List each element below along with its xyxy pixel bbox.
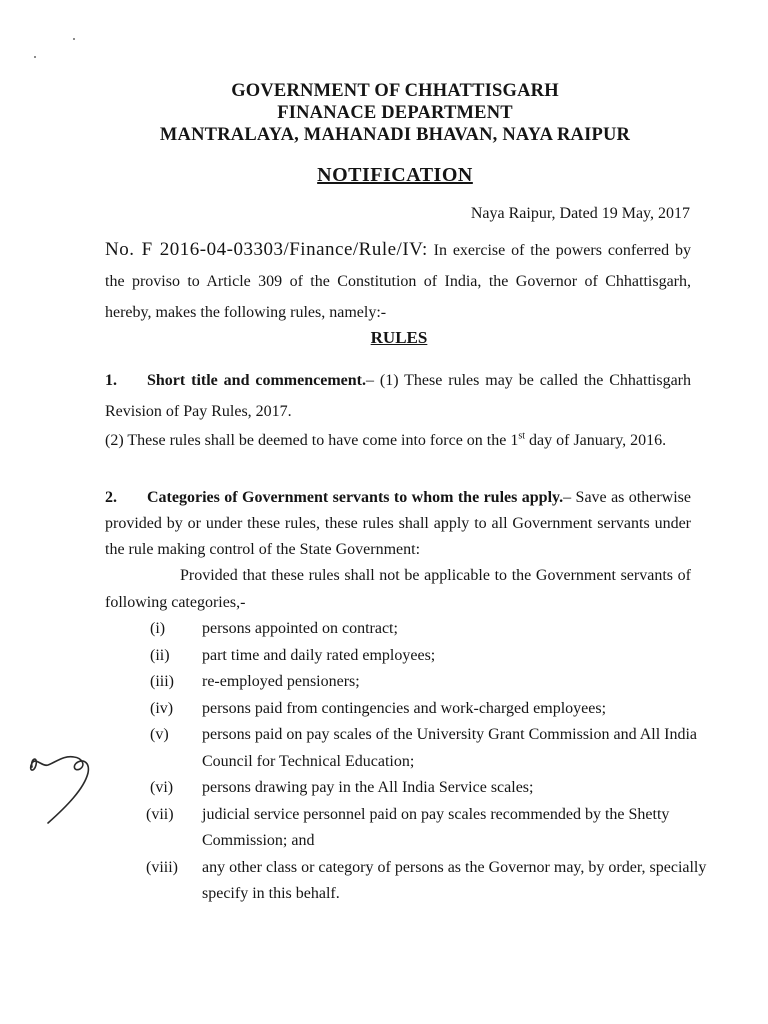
- list-item-text: persons paid from contingencies and work-charged employees;: [202, 699, 607, 717]
- list-item-text: persons paid on pay scales of the University Grant Commission and All India Council for Technical Education;: [202, 726, 698, 770]
- ordinal-suffix: st: [518, 430, 526, 442]
- rule-2-title: Categories of Government servants to whom the rules apply.: [147, 489, 564, 506]
- rule-1-sub2-text: (2) These rules shall be deemed to have come into force on the 1: [105, 432, 519, 449]
- dated-line: Naya Raipur, Dated 19 May, 2017: [470, 205, 690, 222]
- rule-2: [105, 485, 691, 563]
- list-item-marker: (i): [150, 620, 166, 637]
- list-item-marker: (v): [150, 726, 169, 743]
- list-item-text: re-employed pensioners;: [202, 673, 360, 690]
- list-item: [150, 616, 710, 643]
- list-item: [146, 802, 710, 855]
- list-item-marker: (iii): [150, 673, 174, 690]
- list-item-marker: (vi): [150, 779, 174, 796]
- header-department: FINANACE DEPARTMENT: [277, 103, 513, 123]
- scan-speck: [73, 38, 75, 40]
- list-item: [150, 775, 710, 802]
- rule-1-title: Short title and commencement.: [147, 372, 366, 389]
- rule-1: [105, 365, 691, 427]
- list-item-marker: (ii): [150, 646, 170, 664]
- document-header: [0, 80, 768, 146]
- intro-paragraph: [105, 234, 691, 328]
- list-item-text: judicial service personnel paid on pay scales recommended by the Shetty Commission; and: [202, 805, 670, 849]
- rules-heading: RULES: [370, 328, 428, 347]
- list-item: [150, 669, 710, 696]
- rule-1-subrule-2: [105, 425, 691, 456]
- scan-speck: [34, 56, 36, 58]
- rule-1-number: 1.: [105, 372, 117, 389]
- list-item-text: any other class or category of persons as the Governor may, by order, specially specify in this behalf.: [202, 858, 707, 902]
- list-item-text: persons appointed on contract;: [202, 620, 398, 637]
- header-government: GOVERNMENT OF CHHATTISGARH: [231, 81, 559, 101]
- list-item-text: persons drawing pay in the All India Service scales;: [202, 779, 534, 796]
- proviso-paragraph: [105, 562, 691, 616]
- list-item: [146, 855, 710, 908]
- category-list: [146, 616, 710, 908]
- list-item-marker: (vii): [146, 805, 174, 823]
- list-item: [150, 696, 710, 723]
- notification-title: NOTIFICATION: [317, 164, 473, 186]
- rule-2-number: 2.: [105, 489, 117, 506]
- rule-1-sub2-end: day of January, 2016.: [525, 432, 667, 449]
- list-item: [150, 643, 710, 670]
- intro-text: In exercise of the powers conferred by the proviso to Article 309 of the Constitution of India, the Governor of Chhattisgarh, hereby, makes the following rules, namely:-: [105, 242, 691, 321]
- list-item-marker: (iv): [150, 699, 174, 717]
- list-item-text: part time and daily rated employees;: [202, 646, 436, 664]
- list-item-marker: (viii): [146, 858, 178, 876]
- rule-2-text: – Save as otherwise provided by or under these rules, these rules shall apply to all Government servants under the rule making control of the State Government:: [105, 489, 692, 558]
- notification-number: No. F 2016-04-03303/Finance/Rule/IV:: [105, 239, 428, 260]
- handwritten-signature: [26, 745, 106, 825]
- rule-1-text: – (1) These rules may be called the Chhattisgarh Revision of Pay Rules, 2017.: [105, 372, 691, 420]
- list-item: [150, 722, 710, 775]
- proviso-text: Provided that these rules shall not be applicable to the Government servants of following categories,-: [105, 567, 691, 611]
- header-address: MANTRALAYA, MAHANADI BHAVAN, NAYA RAIPUR: [159, 125, 631, 145]
